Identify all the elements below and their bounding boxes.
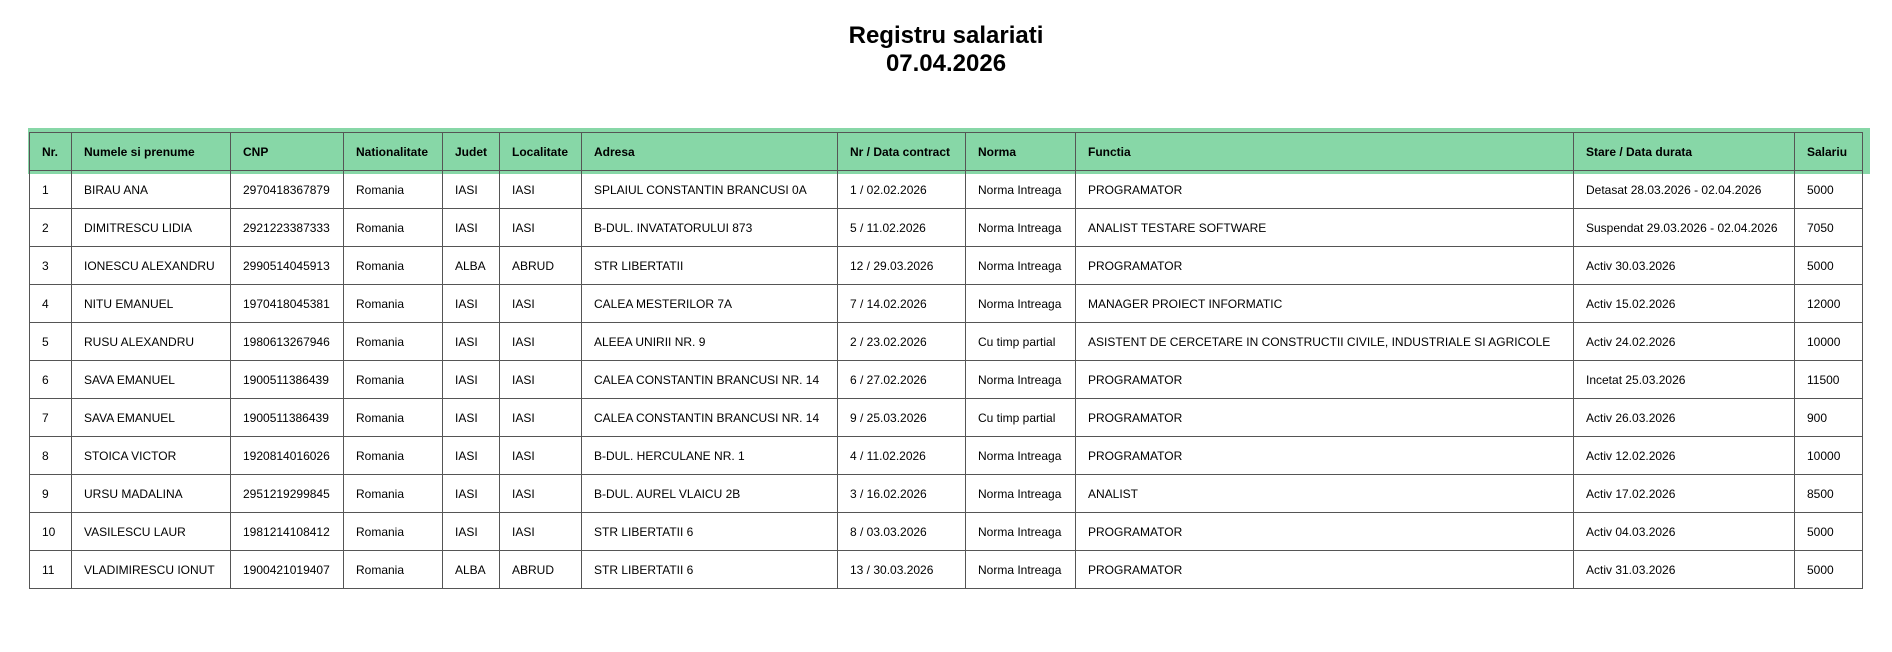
table-row [30,513,1863,551]
cell-nr: 11 [30,551,72,589]
cell-norma: Norma Intreaga [966,437,1076,475]
cell-cnp: 2990514045913 [231,247,344,285]
cell-salariu: 8500 [1795,475,1863,513]
header-nationalitate: Nationalitate [344,133,443,171]
cell-norma: Norma Intreaga [966,475,1076,513]
cell-salariu: 10000 [1795,323,1863,361]
table-row [30,399,1863,437]
table-row [30,247,1863,285]
cell-cnp: 1970418045381 [231,285,344,323]
table-row [30,551,1863,589]
cell-functia: ANALIST [1076,475,1574,513]
cell-contract: 2 / 23.02.2026 [838,323,966,361]
cell-stare: Activ 24.02.2026 [1574,323,1795,361]
cell-adresa: CALEA MESTERILOR 7A [582,285,838,323]
cell-functia: MANAGER PROIECT INFORMATIC [1076,285,1574,323]
cell-adresa: ALEEA UNIRII NR. 9 [582,323,838,361]
cell-nume: BIRAU ANA [72,171,231,209]
cell-localitate: IASI [500,437,582,475]
cell-nationalitate: Romania [344,285,443,323]
cell-contract: 9 / 25.03.2026 [838,399,966,437]
cell-nr: 5 [30,323,72,361]
cell-cnp: 2970418367879 [231,171,344,209]
cell-norma: Norma Intreaga [966,209,1076,247]
cell-norma: Norma Intreaga [966,285,1076,323]
cell-nr: 10 [30,513,72,551]
header-nume: Numele si prenume [72,133,231,171]
table-row [30,361,1863,399]
cell-cnp: 1920814016026 [231,437,344,475]
cell-judet: IASI [443,475,500,513]
cell-nr: 1 [30,171,72,209]
cell-cnp: 1981214108412 [231,513,344,551]
cell-nr: 3 [30,247,72,285]
cell-nationalitate: Romania [344,551,443,589]
table-row [30,437,1863,475]
cell-salariu: 5000 [1795,171,1863,209]
employee-register-table [29,132,1863,589]
cell-judet: IASI [443,513,500,551]
cell-adresa: CALEA CONSTANTIN BRANCUSI NR. 14 [582,361,838,399]
cell-nume: RUSU ALEXANDRU [72,323,231,361]
cell-adresa: SPLAIUL CONSTANTIN BRANCUSI 0A [582,171,838,209]
cell-judet: IASI [443,285,500,323]
cell-nume: DIMITRESCU LIDIA [72,209,231,247]
table-row [30,323,1863,361]
cell-nume: STOICA VICTOR [72,437,231,475]
header-judet: Judet [443,133,500,171]
cell-judet: IASI [443,209,500,247]
cell-localitate: IASI [500,399,582,437]
title-block [0,22,1892,78]
cell-localitate: ABRUD [500,551,582,589]
cell-contract: 1 / 02.02.2026 [838,171,966,209]
cell-localitate: IASI [500,171,582,209]
header-localitate: Localitate [500,133,582,171]
table-header-row [30,133,1863,171]
cell-nationalitate: Romania [344,475,443,513]
cell-functia: PROGRAMATOR [1076,399,1574,437]
cell-localitate: IASI [500,323,582,361]
cell-salariu: 12000 [1795,285,1863,323]
cell-contract: 6 / 27.02.2026 [838,361,966,399]
table-row [30,171,1863,209]
cell-norma: Norma Intreaga [966,551,1076,589]
cell-functia: ASISTENT DE CERCETARE IN CONSTRUCTII CIVILE, INDUSTRIALE SI AGRICOLE [1076,323,1574,361]
cell-nationalitate: Romania [344,399,443,437]
cell-adresa: B-DUL. AUREL VLAICU 2B [582,475,838,513]
cell-nationalitate: Romania [344,247,443,285]
cell-cnp: 1900511386439 [231,361,344,399]
cell-nr: 9 [30,475,72,513]
document-title: Registru salariati [848,22,1044,49]
cell-contract: 13 / 30.03.2026 [838,551,966,589]
cell-nationalitate: Romania [344,361,443,399]
cell-salariu: 7050 [1795,209,1863,247]
cell-functia: PROGRAMATOR [1076,513,1574,551]
cell-functia: PROGRAMATOR [1076,437,1574,475]
header-nr: Nr. [30,133,72,171]
cell-nationalitate: Romania [344,323,443,361]
table-row [30,209,1863,247]
cell-nume: NITU EMANUEL [72,285,231,323]
header-adresa: Adresa [582,133,838,171]
cell-functia: PROGRAMATOR [1076,551,1574,589]
cell-judet: IASI [443,399,500,437]
cell-salariu: 5000 [1795,551,1863,589]
cell-stare: Activ 31.03.2026 [1574,551,1795,589]
cell-functia: PROGRAMATOR [1076,361,1574,399]
cell-nationalitate: Romania [344,437,443,475]
cell-nume: VASILESCU LAUR [72,513,231,551]
cell-localitate: IASI [500,361,582,399]
cell-cnp: 1900511386439 [231,399,344,437]
cell-stare: Activ 17.02.2026 [1574,475,1795,513]
cell-functia: PROGRAMATOR [1076,247,1574,285]
cell-nr: 4 [30,285,72,323]
cell-stare: Activ 30.03.2026 [1574,247,1795,285]
cell-nume: IONESCU ALEXANDRU [72,247,231,285]
cell-adresa: STR LIBERTATII 6 [582,513,838,551]
cell-nr: 8 [30,437,72,475]
cell-nationalitate: Romania [344,209,443,247]
cell-adresa: STR LIBERTATII [582,247,838,285]
header-cnp: CNP [231,133,344,171]
cell-salariu: 5000 [1795,247,1863,285]
cell-stare: Activ 26.03.2026 [1574,399,1795,437]
cell-salariu: 11500 [1795,361,1863,399]
cell-nationalitate: Romania [344,171,443,209]
cell-nume: SAVA EMANUEL [72,399,231,437]
cell-salariu: 5000 [1795,513,1863,551]
cell-contract: 12 / 29.03.2026 [838,247,966,285]
table-row [30,285,1863,323]
cell-stare: Activ 04.03.2026 [1574,513,1795,551]
cell-nume: SAVA EMANUEL [72,361,231,399]
cell-judet: IASI [443,361,500,399]
cell-nationalitate: Romania [344,513,443,551]
cell-norma: Norma Intreaga [966,247,1076,285]
cell-contract: 5 / 11.02.2026 [838,209,966,247]
header-salariu: Salariu [1795,133,1863,171]
document-date: 07.04.2026 [885,50,1007,77]
cell-contract: 8 / 03.03.2026 [838,513,966,551]
cell-judet: ALBA [443,247,500,285]
cell-norma: Norma Intreaga [966,361,1076,399]
cell-cnp: 1900421019407 [231,551,344,589]
cell-norma: Cu timp partial [966,323,1076,361]
cell-localitate: IASI [500,209,582,247]
cell-localitate: ABRUD [500,247,582,285]
cell-nr: 2 [30,209,72,247]
cell-stare: Activ 12.02.2026 [1574,437,1795,475]
cell-cnp: 2921223387333 [231,209,344,247]
cell-contract: 3 / 16.02.2026 [838,475,966,513]
cell-localitate: IASI [500,285,582,323]
header-contract: Nr / Data contract [838,133,966,171]
cell-salariu: 900 [1795,399,1863,437]
cell-localitate: IASI [500,475,582,513]
cell-functia: ANALIST TESTARE SOFTWARE [1076,209,1574,247]
cell-judet: IASI [443,171,500,209]
cell-adresa: CALEA CONSTANTIN BRANCUSI NR. 14 [582,399,838,437]
cell-judet: ALBA [443,551,500,589]
cell-adresa: B-DUL. INVATATORULUI 873 [582,209,838,247]
cell-stare: Activ 15.02.2026 [1574,285,1795,323]
cell-contract: 7 / 14.02.2026 [838,285,966,323]
cell-norma: Cu timp partial [966,399,1076,437]
cell-nr: 6 [30,361,72,399]
cell-stare: Detasat 28.03.2026 - 02.04.2026 [1574,171,1795,209]
cell-stare: Suspendat 29.03.2026 - 02.04.2026 [1574,209,1795,247]
cell-nr: 7 [30,399,72,437]
header-stare: Stare / Data durata [1574,133,1795,171]
table-row [30,475,1863,513]
cell-cnp: 1980613267946 [231,323,344,361]
cell-localitate: IASI [500,513,582,551]
cell-stare: Incetat 25.03.2026 [1574,361,1795,399]
cell-nume: VLADIMIRESCU IONUT [72,551,231,589]
cell-salariu: 10000 [1795,437,1863,475]
cell-norma: Norma Intreaga [966,513,1076,551]
cell-norma: Norma Intreaga [966,171,1076,209]
cell-functia: PROGRAMATOR [1076,171,1574,209]
cell-adresa: STR LIBERTATII 6 [582,551,838,589]
cell-judet: IASI [443,323,500,361]
cell-judet: IASI [443,437,500,475]
cell-adresa: B-DUL. HERCULANE NR. 1 [582,437,838,475]
header-norma: Norma [966,133,1076,171]
cell-contract: 4 / 11.02.2026 [838,437,966,475]
cell-cnp: 2951219299845 [231,475,344,513]
cell-nume: URSU MADALINA [72,475,231,513]
header-functia: Functia [1076,133,1574,171]
